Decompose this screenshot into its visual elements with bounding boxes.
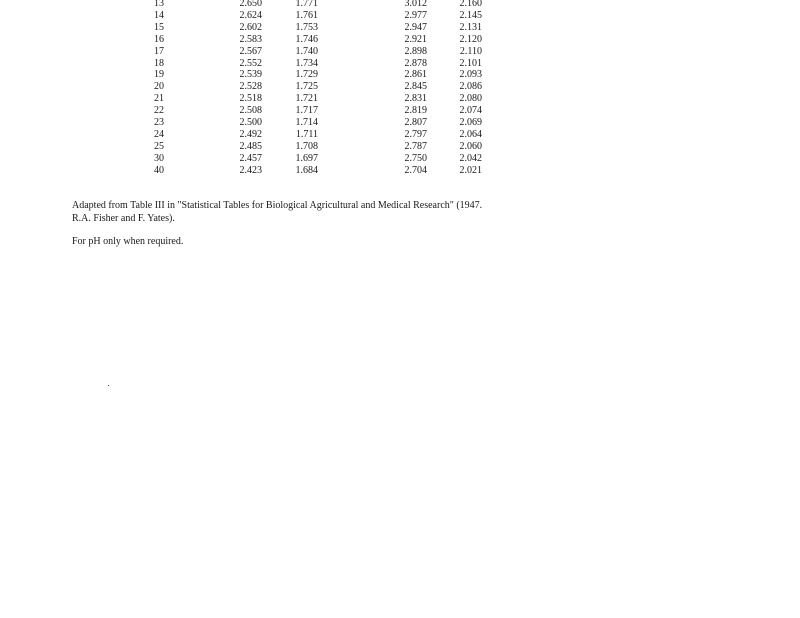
df-cell: 15 (154, 21, 164, 33)
value-cell-col4: 2.145 (459, 9, 482, 21)
value-cell-col4: 2.021 (459, 164, 482, 176)
value-cell-col1: 2.492 (239, 128, 262, 140)
table-row (0, 153, 800, 165)
df-cell: 30 (154, 152, 164, 164)
stray-mark (108, 385, 109, 386)
table-row (0, 117, 800, 129)
value-cell-col2: 1.684 (295, 164, 318, 176)
table-row (0, 165, 800, 177)
value-cell-col3: 2.704 (404, 164, 427, 176)
value-cell-col3: 2.797 (404, 128, 427, 140)
df-cell: 24 (154, 128, 164, 140)
value-cell-col1: 2.567 (239, 45, 262, 57)
table-row (0, 69, 800, 81)
value-cell-col2: 1.771 (295, 0, 318, 9)
value-cell-col4: 2.160 (459, 0, 482, 9)
source-note-line-1: Adapted from Table III in "Statistical Tables for Biological Agricultural and Medical Research" (1947. (72, 200, 483, 211)
table-row (0, 81, 800, 93)
table-row (0, 34, 800, 46)
value-cell-col3: 2.861 (404, 69, 427, 81)
df-cell: 16 (154, 33, 164, 45)
table-row (0, 93, 800, 105)
value-cell-col1: 2.485 (239, 140, 262, 152)
value-cell-col1: 2.508 (239, 105, 262, 117)
value-cell-col1: 2.500 (239, 117, 262, 129)
value-cell-col2: 1.761 (295, 9, 318, 21)
value-cell-col1: 2.624 (239, 9, 262, 21)
table-row (0, 46, 800, 58)
value-cell-col1: 2.602 (239, 21, 262, 33)
value-cell-col2: 1.697 (295, 152, 318, 164)
value-cell-col3: 2.807 (404, 117, 427, 129)
value-cell-col4: 2.101 (459, 57, 482, 69)
value-cell-col4: 2.120 (459, 33, 482, 45)
value-cell-col3: 2.977 (404, 9, 427, 21)
value-cell-col1: 2.650 (239, 0, 262, 9)
table-row (0, 141, 800, 153)
value-cell-col4: 2.069 (459, 117, 482, 129)
source-note-line-2: R.A. Fisher and F. Yates). (72, 212, 175, 224)
value-cell-col1: 2.457 (239, 152, 262, 164)
value-cell-col3: 2.787 (404, 140, 427, 152)
df-cell: 14 (154, 9, 164, 21)
df-cell: 19 (154, 69, 164, 81)
value-cell-col2: 1.714 (295, 117, 318, 129)
table-row (0, 129, 800, 141)
value-cell-col4: 2.093 (459, 69, 482, 81)
value-cell-col2: 1.721 (295, 93, 318, 105)
value-cell-col3: 2.921 (404, 33, 427, 45)
df-cell: 18 (154, 57, 164, 69)
df-cell: 13 (154, 0, 164, 9)
value-cell-col1: 2.583 (239, 33, 262, 45)
value-cell-col4: 2.080 (459, 93, 482, 105)
value-cell-col3: 2.845 (404, 81, 427, 93)
value-cell-col2: 1.740 (295, 45, 318, 57)
table-row (0, 0, 800, 10)
value-cell-col3: 2.750 (404, 152, 427, 164)
value-cell-col3: 2.819 (404, 105, 427, 117)
df-cell: 20 (154, 81, 164, 93)
df-cell: 21 (154, 93, 164, 105)
value-cell-col3: 2.947 (404, 21, 427, 33)
value-cell-col4: 2.131 (459, 21, 482, 33)
value-cell-col4: 2.042 (459, 152, 482, 164)
value-cell-col1: 2.518 (239, 93, 262, 105)
ph-note: For pH only when required. (72, 236, 184, 247)
value-cell-col3: 2.898 (404, 45, 427, 57)
df-cell: 25 (154, 140, 164, 152)
value-cell-col4: 2.074 (459, 105, 482, 117)
df-cell: 22 (154, 105, 164, 117)
value-cell-col1: 2.423 (239, 164, 262, 176)
table-row (0, 22, 800, 34)
value-cell-col4: 2.086 (459, 81, 482, 93)
value-cell-col1: 2.539 (239, 69, 262, 81)
table-row (0, 58, 800, 70)
value-cell-col1: 2.552 (239, 57, 262, 69)
value-cell-col2: 1.753 (295, 21, 318, 33)
value-cell-col2: 1.708 (295, 140, 318, 152)
value-cell-col2: 1.746 (295, 33, 318, 45)
value-cell-col2: 1.725 (295, 81, 318, 93)
value-cell-col2: 1.717 (295, 105, 318, 117)
df-cell: 17 (154, 45, 164, 57)
table-row (0, 105, 800, 117)
value-cell-col2: 1.711 (295, 128, 318, 140)
value-cell-col2: 1.729 (295, 69, 318, 81)
value-cell-col3: 2.878 (404, 57, 427, 69)
value-cell-col4: 2.060 (459, 140, 482, 152)
df-cell: 23 (154, 117, 164, 129)
value-cell-col2: 1.734 (295, 57, 318, 69)
value-cell-col3: 2.831 (404, 93, 427, 105)
table-row (0, 10, 800, 22)
t-distribution-table (0, 0, 800, 177)
value-cell-col4: 2.064 (459, 128, 482, 140)
df-cell: 40 (154, 164, 164, 176)
value-cell-col3: 3.012 (404, 0, 427, 9)
source-note (72, 200, 482, 225)
value-cell-col4: 2.110 (459, 45, 482, 57)
value-cell-col1: 2.528 (239, 81, 262, 93)
